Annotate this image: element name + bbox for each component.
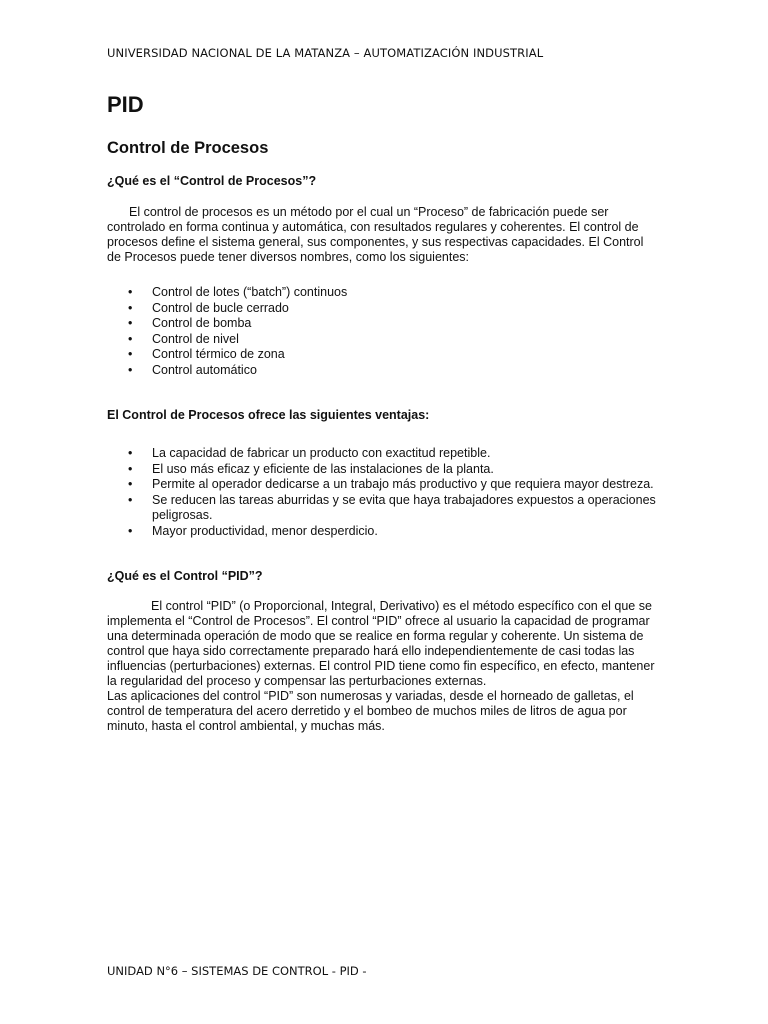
paragraph-line: minuto, hasta el control ambiental, y muchas más. — [107, 719, 385, 733]
process-names-list — [107, 285, 347, 379]
paragraph-line: El control de procesos es un método por el cual un “Proceso” de fabricación puede ser — [129, 205, 609, 219]
bullet: • — [128, 300, 133, 315]
paragraph-control-procesos — [107, 205, 647, 265]
paragraph-line: El control “PID” (o Proporcional, Integral, Derivativo) es el método específico con el que se — [151, 599, 652, 613]
list-item: • Control térmico de zona — [128, 347, 285, 362]
paragraph-line: una determinada operación de modo que se realice en forma regular y coherente. Un sistema de — [107, 629, 644, 643]
bullet: • — [128, 316, 133, 331]
bullet: • — [128, 461, 133, 476]
list-item: • Se reducen las tareas aburridas y se evita que haya trabajadores expuestos a operaciones peligrosas. — [128, 492, 656, 523]
list-item: • Control de lotes (“batch”) continuos — [128, 285, 348, 299]
list-item: • Control de nivel — [128, 331, 239, 346]
page-header: UNIVERSIDAD NACIONAL DE LA MATANZA – AUTOMATIZACIÓN INDUSTRIAL — [107, 46, 544, 60]
paragraph-line: control que haya sido correctamente preparado hará ello independientemente de casi todas las — [107, 644, 635, 658]
question-heading-control-procesos: ¿Qué es el “Control de Procesos”? — [107, 174, 317, 188]
paragraph-line: influencias (perturbaciones) externas. El control PID tiene como fin específico, en efecto, mantener — [107, 659, 655, 673]
list-item: • Control automático — [128, 362, 257, 377]
advantages-list — [107, 446, 656, 540]
list-item: • El uso más eficaz y eficiente de las instalaciones de la planta. — [128, 461, 494, 476]
paragraph-line: controlado en forma continua y automática, con resultados regulares y coherentes. El control de — [107, 220, 639, 234]
list-item: • Mayor productividad, menor desperdicio. — [128, 523, 378, 538]
section-title: Control de Procesos — [107, 139, 269, 157]
bullet: • — [128, 446, 133, 460]
list-item: • Control de bucle cerrado — [128, 300, 289, 315]
bullet: • — [128, 331, 133, 346]
bullet: • — [128, 523, 133, 538]
paragraph-line: procesos define el sistema general, sus componentes, y sus respectivas capacidades. El Control — [107, 235, 644, 249]
page-footer: UNIDAD N°6 – SISTEMAS DE CONTROL - PID - — [107, 964, 367, 978]
list-item: • La capacidad de fabricar un producto con exactitud repetible. — [128, 446, 491, 460]
list-item: • Permite al operador dedicarse a un trabajo más productivo y que requiera mayor destreza. — [128, 477, 654, 492]
page-title: PID — [107, 92, 144, 117]
paragraph-line: control de temperatura del acero derretido y el bombeo de muchos miles de litros de agua por — [107, 704, 627, 718]
advantages-heading: El Control de Procesos ofrece las siguientes ventajas: — [107, 408, 430, 422]
bullet: • — [128, 492, 133, 507]
list-item: • Control de bomba — [128, 316, 252, 331]
paragraph-line: de Procesos puede tener diversos nombres, como los siguientes: — [107, 250, 469, 264]
paragraph-line: implementa el “Control de Procesos”. El control “PID” ofrece al usuario la capacidad de programar — [107, 614, 650, 628]
paragraph-line: la regularidad del proceso y compensar las perturbaciones externas. — [107, 674, 487, 688]
bullet: • — [128, 347, 133, 362]
question-heading-control-pid: ¿Qué es el Control “PID”? — [107, 569, 263, 583]
paragraph-line: Las aplicaciones del control “PID” son numerosas y variadas, desde el horneado de galletas, el — [107, 689, 634, 703]
paragraph-control-pid — [107, 599, 655, 734]
bullet: • — [128, 285, 133, 299]
bullet: • — [128, 362, 133, 377]
bullet: • — [128, 477, 133, 492]
